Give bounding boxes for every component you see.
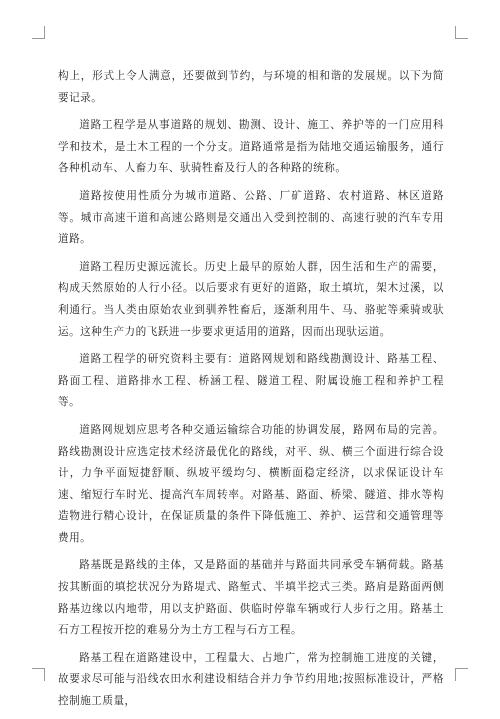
paragraph: 道路按使用性质分为城市道路、公路、厂矿道路、农村道路、林区道路等。城市高速干道和高速公路则是交通出入受到控制的、高速行驶的汽车专用道路。	[58, 189, 444, 246]
paragraph: 路基既是路线的主体，又是路面的基础并与路面共同承受车辆荷载。路基按其断面的填挖状况分为路堤式、路堑式、半填半挖式三类。路肩是路面两侧路基边缘以内地带，用以支护路面、供临时停靠车辆或行人步行之用。路基土石方工程按开挖的难易分为土方工程与石方工程。	[58, 559, 444, 637]
paragraph: 道路工程学的研究资料主要有：道路网规划和路线勘测设计、路基工程、路面工程、道路排水工程、桥涵工程、隧道工程、附属设施工程和养护工程等。	[58, 353, 444, 409]
crop-mark-top-left	[32, 26, 45, 39]
paragraph: 道路网规划应思考各种交通运输综合功能的协调发展，路网布局的完善。路线勘测设计应选定技术经济最优化的路线，对平、纵、横三个面进行综合设计，力争平面短捷舒顺、纵坡平缓均匀、横断面稳定经济，以求保证设计车速、缩短行车时光、提高汽车周转率。对路基、路面、桥梁、隧道、排水等构造物进行精心设计，在保证质量的条件下降低施工、养护、运营和交通管理等费用。	[58, 423, 444, 544]
document-body	[58, 66, 444, 719]
paragraph: 道路工程学是从事道路的规划、勘测、设计、施工、养护等的一门应用科学和技术，是土木工程的一个分支。道路通常是指为陆地交通运输服务，通行各种机动车、人畜力车、驮骑牲畜及行人的各种路的统称。	[58, 119, 444, 175]
paragraph: 道路工程历史源远流长。历史上最早的原始人群，因生活和生产的需要，构成天然原始的人行小径。以后要求有更好的道路，取土填坑，架木过溪，以利通行。当人类由原始农业到驯养牲畜后，逐渐利用牛、马、骆驼等乘骑或驮运。这种生产力的飞跃进一步要求更适用的道路，因而出现驮运道。	[58, 260, 444, 338]
paragraph: 构上，形式上令人满意，还要做到节约，与环境的相和谐的发展规。以下为简要记录。	[58, 70, 444, 104]
crop-mark-bottom-right	[455, 668, 468, 681]
crop-mark-top-right	[455, 26, 468, 39]
paragraph: 路基工程在道路建设中，工程量大、占地广，常为控制施工进度的关键，故要求尽可能与沿线农田水利建设相结合并力争节约用地;按照标准设计，严格控制施工质量，	[58, 651, 444, 708]
crop-mark-bottom-left	[32, 668, 45, 681]
